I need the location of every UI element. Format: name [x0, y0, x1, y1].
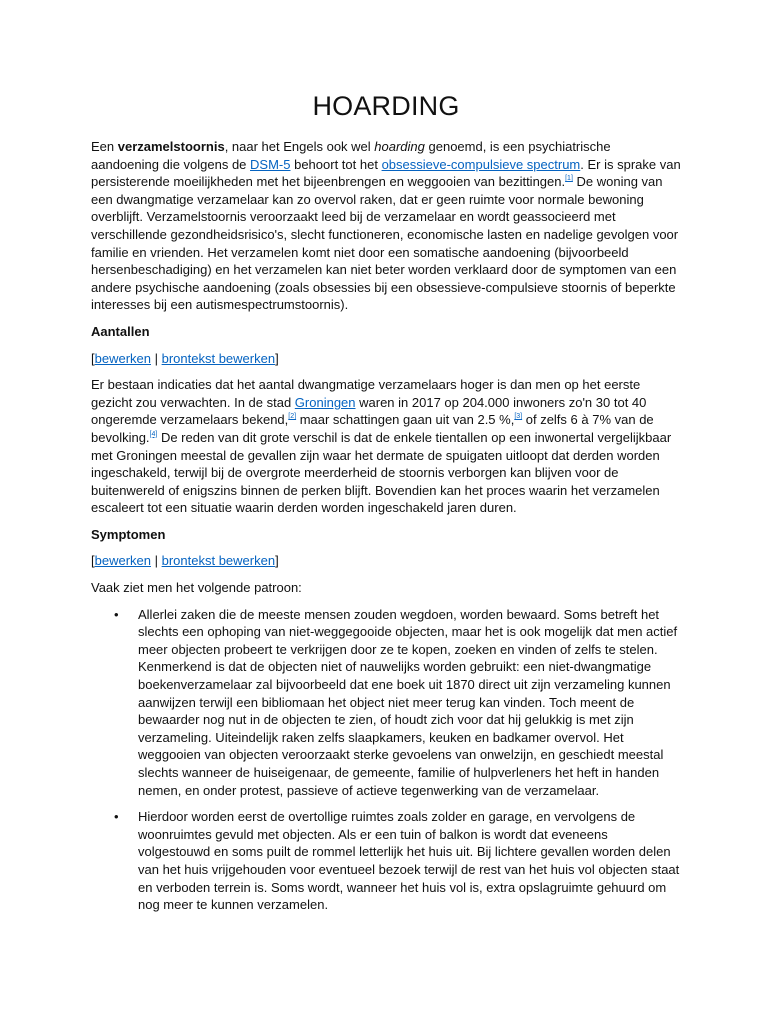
edit-link-symptomen[interactable]: bewerken: [94, 553, 151, 569]
footnote-link-1[interactable]: [1]: [565, 175, 573, 183]
footnote-link-4[interactable]: [4]: [149, 430, 158, 438]
intro-text-4: behoort tot het: [290, 156, 382, 172]
intro-term-italic: hoarding: [374, 139, 425, 154]
edit-bracket-open: [: [91, 553, 95, 569]
groningen-link[interactable]: Groningen: [294, 394, 356, 410]
aantallen-paragraph: [91, 376, 681, 517]
intro-text-6: De woning van een dwangmatige verzamelaar kan zo overvol raken, dat er geen ruimte voor normale bewoning overblijft. Verzamelstoornis veroorzaakt leed bij de verzamelaar en wordt geassocieerd met verschillende gezondheidsrisico's, slecht functioneren, economische lasten en nadelige gevolgen voor familie en vrienden. Het verzamelen komt niet door een somatische aandoening (bijvoorbeeld hersenbeschadiging) en het verzamelen kan niet beter worden verklaard door de symptomen van een andere psychische aandoening (zoals obsessies bij een obsessieve-compulsieve stoornis of beperkte interesses bij een autismespectrumstoornis).: [91, 174, 679, 313]
aantallen-text-5: De reden van dit grote verschil is dat de enkele tientallen op een inwonertal vergelijkbaar met Groningen meestal de gevallen zijn waar het dermate de spuigaten uitloopt dat derden worden ingeschakeld, terwijl bij de overgrote meerderheid de stoornis verborgen kan blijven voor de buitenwereld of enigszins binnen de perken blijft. Bovendien kan het proces waarin het verzamelen escaleert tot een situatie waarin derden worden ingeschakeld jaren duren.: [91, 429, 672, 516]
edit-separator: |: [151, 553, 162, 569]
section-edit-links-aantallen: [91, 350, 681, 368]
edit-bracket-close: ]: [275, 350, 279, 366]
aantallen-text-3: maar schattingen gaan uit van 2.5 %,: [296, 412, 515, 428]
section-heading-symptomen: Symptomen: [91, 526, 166, 542]
edit-source-link-symptomen[interactable]: brontekst bewerken: [161, 553, 276, 569]
section-heading-aantallen: Aantallen: [91, 323, 150, 339]
section-edit-links-symptomen: [91, 552, 681, 570]
page-title: HOARDING: [312, 91, 460, 121]
symptomen-lead: Vaak ziet men het volgende patroon:: [91, 580, 302, 596]
aantallen-text-2: waren in 2017 op 204.000 inwoners zo'n 30 tot 40 ongeremde verzamelaars bekend,: [91, 394, 647, 428]
edit-bracket-open: [: [91, 350, 95, 366]
list-item: [91, 606, 681, 800]
footnote-ref-3: [514, 413, 522, 420]
ocs-link[interactable]: obsessieve-compulsieve spectrum: [381, 156, 581, 172]
bullet-icon: •: [114, 606, 119, 622]
intro-text-5: . Er is sprake van persisterende moeilijkheden met het bijeenbrengen en weggooien van bezittingen.: [91, 156, 681, 190]
symptom-list: [91, 606, 681, 914]
aantallen-text-1: Er bestaan indicaties dat het aantal dwangmatige verzamelaars hoger is dan men op het eerste gezicht zou verwachten. In de stad: [91, 377, 641, 410]
intro-paragraph: [91, 138, 681, 314]
intro-text-2: , naar het Engels ook wel: [224, 139, 375, 154]
edit-bracket-close: ]: [275, 553, 279, 569]
dsm5-link[interactable]: DSM-5: [250, 156, 291, 172]
footnote-ref-1: [565, 175, 573, 182]
edit-link-aantallen[interactable]: bewerken: [94, 350, 151, 366]
footnote-ref-2: [288, 413, 296, 420]
edit-source-link-aantallen[interactable]: brontekst bewerken: [161, 350, 276, 366]
footnote-link-3[interactable]: [3]: [514, 413, 523, 421]
intro-term-bold: verzamelstoornis: [117, 139, 225, 154]
intro-text-3: genoemd, is een psychiatrische aandoening die volgens de: [91, 139, 611, 172]
bullet-icon: •: [114, 809, 119, 825]
intro-text-1: Een: [91, 139, 118, 154]
list-item: [91, 808, 681, 914]
list-item-text: Allerlei zaken die de meeste mensen zouden wegdoen, worden bewaard. Soms betreft het slechts een ophoping van niet-weggegooide objecten, maar het is ook mogelijk dat men actief meer objecten probeert te verkrijgen door ze te kopen, zoeken en vinden of zelfs te stelen. Kenmerkend is dat de objecten niet of nauwelijks worden gebruikt: een niet-dwangmatige boekenverzamelaar zal bijvoorbeeld dat ene boek uit 1870 direct uit zijn verzameling kunnen aanwijzen terwijl een bibliomaan het object niet meer terug kan vinden. Toch meent de bewaarder nog nut in de objecten te zien, of houdt zich voor dat hij gelukkig is met zijn verzameling. Uiteindelijk raken zelfs slaapkamers, keuken en badkamer overvol. Het weggooien van objecten veroorzaakt sterke gevoelens van onwelzijn, en geschiedt meestal slechts wanneer de huiseigenaar, de gemeente, familie of hulpverleners het heft in handen nemen, en onder protest, passieve of actieve tegenwerking van de verzamelaar.: [138, 606, 678, 798]
list-item-text: Hierdoor worden eerst de overtollige ruimtes zoals zolder en garage, en vervolgens de woonruimtes gevuld met objecten. Als er een tuin of balkon is wordt dat eveneens volgestouwd en soms puilt de rommel letterlijk het huis uit. Bij lichtere gevallen worden delen van het huis vrijgehouden voor eventueel bezoek terwijl de rest van het huis vol objecten staat en verboden terrein is. Soms wordt, wanneer het huis vol is, extra opslagruimte gehuurd om nog meer te kunnen verzamelen.: [138, 809, 680, 913]
aantallen-text-4: of zelfs 6 à 7% van de bevolking.: [91, 412, 654, 445]
edit-separator: |: [151, 350, 162, 366]
document-page: [91, 88, 681, 923]
footnote-link-2[interactable]: [2]: [288, 413, 297, 421]
